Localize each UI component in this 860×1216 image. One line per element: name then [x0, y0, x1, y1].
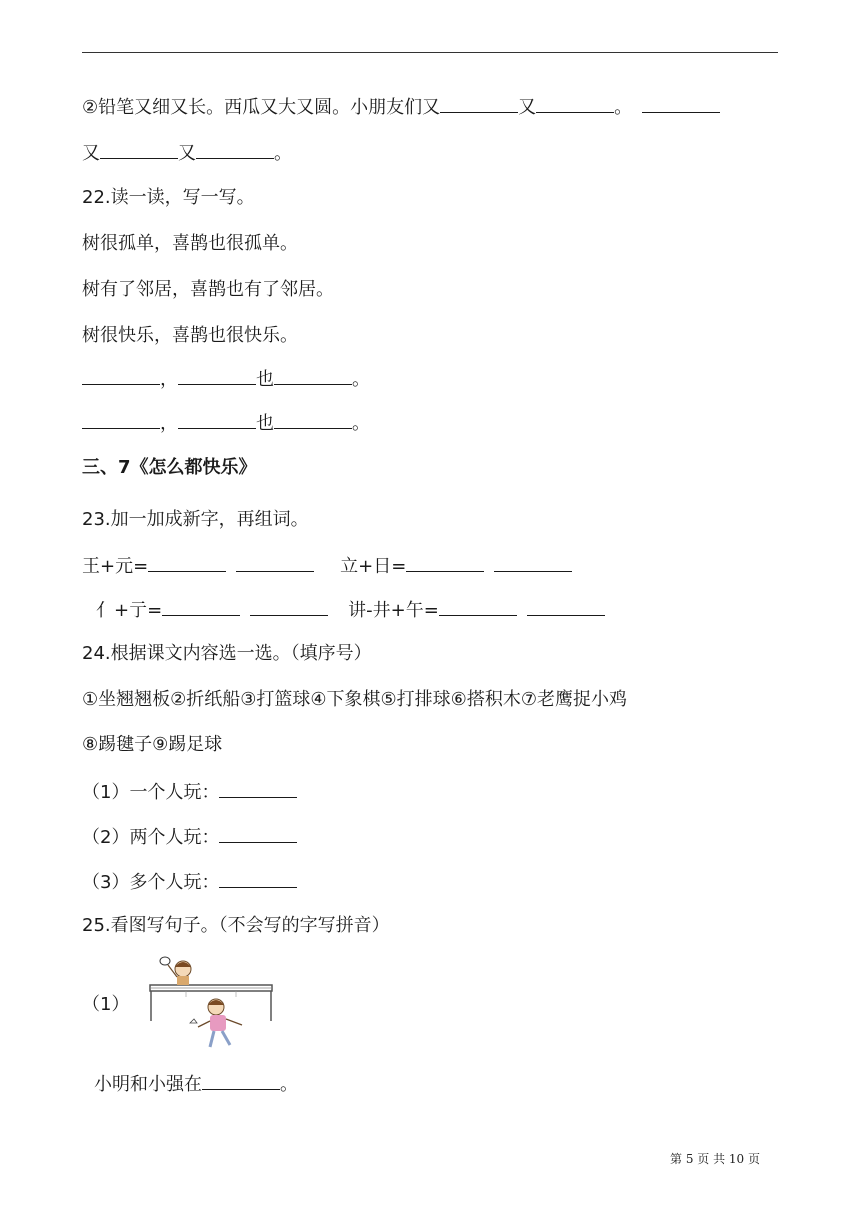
q22-end: 。	[352, 369, 370, 390]
q24-options-line: ①坐翘翘板②折纸船③打篮球④下象棋⑤打排球⑥搭积木⑦老鹰捉小鸡	[82, 689, 627, 710]
answer-blank[interactable]	[82, 410, 160, 429]
q25-sentence: 小明和小强在	[94, 1074, 202, 1095]
answer-blank[interactable]	[406, 553, 484, 572]
answer-blank[interactable]	[219, 824, 297, 843]
q22-end: 。	[352, 413, 370, 434]
answer-blank[interactable]	[178, 410, 256, 429]
q23-item: 立+日=	[340, 556, 407, 577]
q25-part-label: （1）	[82, 994, 130, 1015]
answer-blank[interactable]	[642, 94, 720, 113]
q25-end: 。	[280, 1074, 298, 1095]
q24-options-line: ⑧踢毽子⑨踢足球	[82, 734, 223, 755]
answer-blank[interactable]	[440, 94, 518, 113]
answer-blank[interactable]	[219, 779, 297, 798]
q22-comma: ，	[160, 413, 178, 434]
q25-title: 25.看图写句子。（不会写的字写拼音）	[82, 915, 390, 936]
badminton-illustration	[146, 955, 274, 1053]
q21-you: 又	[178, 143, 196, 164]
answer-blank[interactable]	[236, 553, 314, 572]
q23-item: 讲-井+午=	[348, 600, 439, 621]
q24-sub-label: （3）多个人玩：	[82, 872, 220, 893]
q21-you: 又	[82, 143, 100, 164]
q25-answer-line	[94, 1071, 298, 1097]
q24-sub-question	[82, 824, 297, 850]
q23-row1	[82, 553, 572, 579]
q23-title: 23.加一加成新字，再组词。	[82, 509, 309, 530]
answer-blank[interactable]	[202, 1071, 280, 1090]
answer-blank[interactable]	[250, 597, 328, 616]
q22-answer-line	[82, 366, 370, 392]
q22-example-line: 树很快乐，喜鹊也很快乐。	[82, 325, 298, 346]
q22-example-line: 树很孤单，喜鹊也很孤单。	[82, 233, 298, 254]
q24-sub-question	[82, 869, 297, 895]
answer-blank[interactable]	[274, 410, 352, 429]
q21-part2-line2	[82, 140, 292, 166]
q23-item: 亻+亍=	[96, 600, 163, 621]
answer-blank[interactable]	[527, 597, 605, 616]
answer-blank[interactable]	[100, 140, 178, 159]
q21-end: 。	[274, 143, 292, 164]
q24-sub-label: （1）一个人玩：	[82, 782, 220, 803]
answer-blank[interactable]	[148, 553, 226, 572]
q24-sub-label: （2）两个人玩：	[82, 827, 220, 848]
answer-blank[interactable]	[196, 140, 274, 159]
q21-part2-text: ②铅笔又细又长。西瓜又大又圆。小朋友们又	[82, 97, 441, 118]
q22-example-line: 树有了邻居，喜鹊也有了邻居。	[82, 279, 334, 300]
answer-blank[interactable]	[536, 94, 614, 113]
answer-blank[interactable]	[274, 366, 352, 385]
q22-answer-line	[82, 410, 370, 436]
answer-blank[interactable]	[439, 597, 517, 616]
answer-blank[interactable]	[178, 366, 256, 385]
q22-ye: 也	[256, 369, 274, 390]
q23-item: 王+元=	[82, 556, 149, 577]
q22-title: 22.读一读，写一写。	[82, 187, 255, 208]
answer-blank[interactable]	[82, 366, 160, 385]
section-heading: 三、7《怎么都快乐》	[82, 457, 257, 478]
q23-row2	[96, 597, 605, 623]
q21-part2-line1	[82, 94, 720, 120]
q24-title: 24.根据课文内容选一选。（填序号）	[82, 643, 372, 664]
q22-comma: ，	[160, 369, 178, 390]
page-footer: 第 5 页 共 10 页	[670, 1152, 760, 1166]
answer-blank[interactable]	[162, 597, 240, 616]
q21-period: 。	[614, 97, 633, 118]
answer-blank[interactable]	[219, 869, 297, 888]
q22-ye: 也	[256, 413, 274, 434]
header-rule	[82, 52, 778, 53]
answer-blank[interactable]	[494, 553, 572, 572]
q24-sub-question	[82, 779, 297, 805]
q21-you: 又	[518, 97, 537, 118]
